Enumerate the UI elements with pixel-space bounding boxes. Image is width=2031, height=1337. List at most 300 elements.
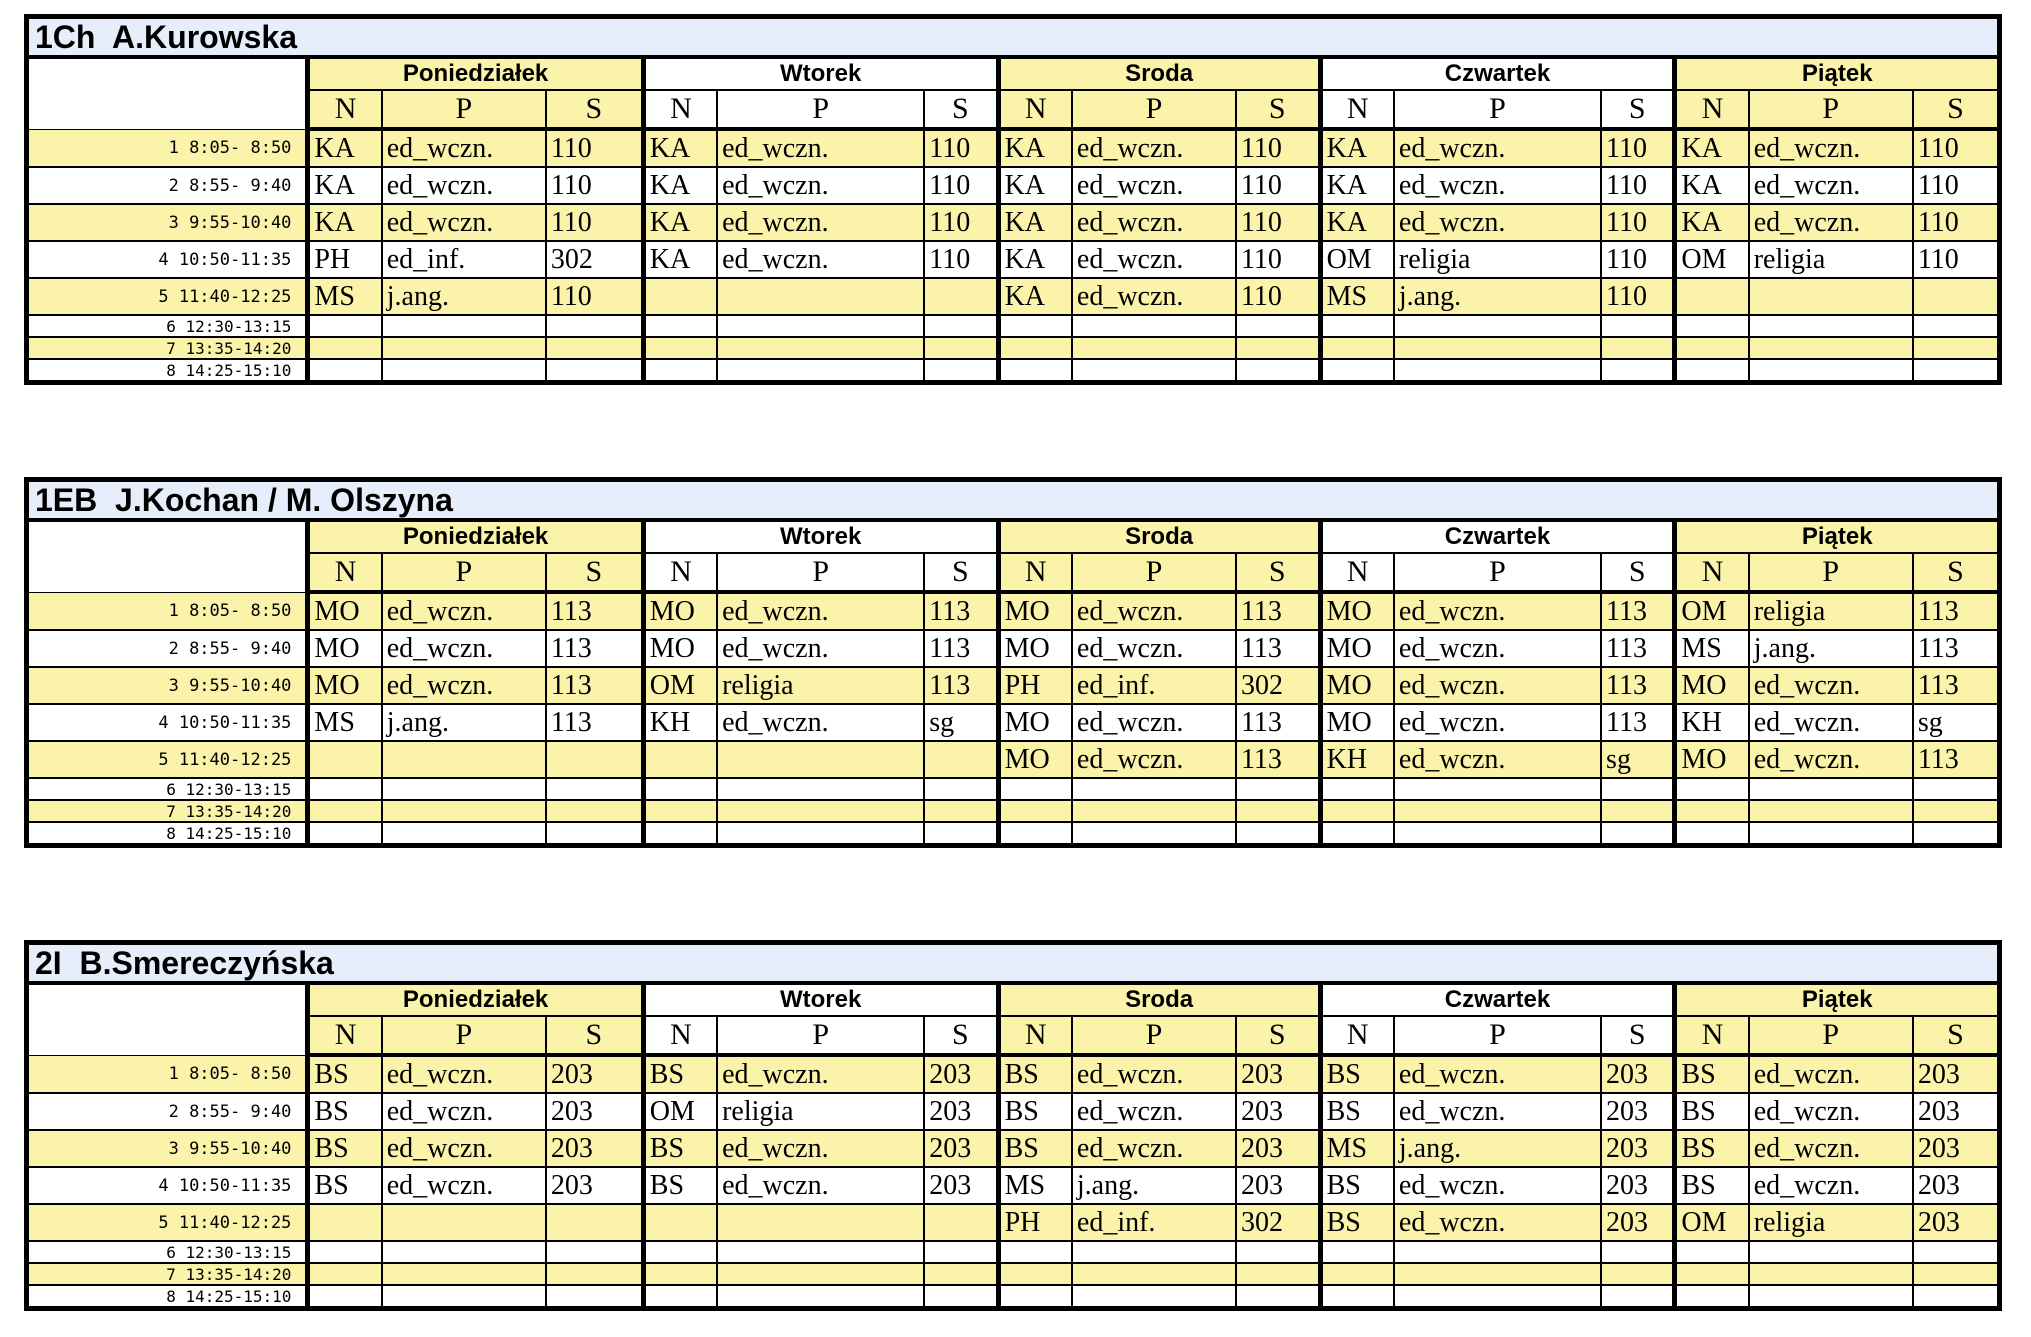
subject-cell: ed_wczn. <box>1394 1055 1601 1093</box>
period-time: 3 9:55-10:40 <box>29 1130 308 1167</box>
teacher-cell <box>308 1204 382 1241</box>
period-row <box>29 1055 1997 1093</box>
subject-cell <box>1394 315 1601 337</box>
class-title: 1Ch A.Kurowska <box>29 19 1997 59</box>
room-cell: 302 <box>1236 667 1320 704</box>
room-cell <box>1236 1263 1320 1285</box>
teacher-cell: OM <box>1675 241 1749 278</box>
room-cell: 203 <box>1913 1130 1997 1167</box>
room-cell: 203 <box>1236 1130 1320 1167</box>
period-time: 1 8:05- 8:50 <box>29 592 308 630</box>
teacher-cell <box>998 1285 1072 1306</box>
subject-cell <box>1072 778 1236 800</box>
room-cell <box>1913 278 1997 315</box>
column-header-s: S <box>1236 553 1320 592</box>
teacher-cell <box>1675 359 1749 380</box>
subject-cell <box>1394 1263 1601 1285</box>
teacher-cell <box>643 1241 717 1263</box>
teacher-cell: BS <box>1675 1093 1749 1130</box>
room-cell: 113 <box>546 704 643 741</box>
period-row <box>29 630 1997 667</box>
column-header-n: N <box>308 90 382 129</box>
teacher-cell: KA <box>998 167 1072 204</box>
room-cell <box>924 359 998 380</box>
teacher-cell: OM <box>1675 1204 1749 1241</box>
period-row <box>29 822 1997 843</box>
teacher-cell <box>1320 315 1394 337</box>
teacher-cell: MS <box>1675 630 1749 667</box>
subject-cell <box>382 337 546 359</box>
subject-cell: ed_wczn. <box>1072 741 1236 778</box>
room-cell <box>1601 359 1675 380</box>
room-cell <box>1601 315 1675 337</box>
column-header-s: S <box>1913 553 1997 592</box>
period-row <box>29 1204 1997 1241</box>
column-header-p: P <box>717 1016 924 1055</box>
subject-cell: religia <box>1394 241 1601 278</box>
room-cell: 113 <box>1913 592 1997 630</box>
room-cell <box>1913 778 1997 800</box>
subject-cell: ed_wczn. <box>1072 1130 1236 1167</box>
subject-cell: ed_wczn. <box>1394 167 1601 204</box>
subject-cell <box>717 359 924 380</box>
timetable-grid <box>29 522 1997 843</box>
room-cell <box>1601 1285 1675 1306</box>
subject-cell <box>1749 778 1913 800</box>
room-cell <box>1913 359 1997 380</box>
teacher-cell: KA <box>1675 129 1749 167</box>
room-cell: 113 <box>924 667 998 704</box>
subject-cell <box>1394 778 1601 800</box>
teacher-cell <box>308 822 382 843</box>
subject-cell <box>1072 1263 1236 1285</box>
period-row <box>29 1263 1997 1285</box>
teacher-cell <box>1675 800 1749 822</box>
room-cell <box>924 800 998 822</box>
subject-cell: religia <box>717 667 924 704</box>
teacher-cell: KA <box>1320 204 1394 241</box>
column-header-s: S <box>924 90 998 129</box>
room-cell: 203 <box>1236 1093 1320 1130</box>
teacher-cell: KA <box>998 241 1072 278</box>
teacher-cell: KA <box>308 204 382 241</box>
header-corner <box>29 59 308 129</box>
teacher-cell <box>643 1263 717 1285</box>
class-timetable <box>24 477 2002 848</box>
room-cell: 110 <box>1601 241 1675 278</box>
teacher-cell: MO <box>1320 704 1394 741</box>
period-row <box>29 278 1997 315</box>
subject-cell <box>382 315 546 337</box>
room-cell: 113 <box>1913 741 1997 778</box>
sub-header-row <box>29 553 1997 592</box>
room-cell <box>924 778 998 800</box>
room-cell: 113 <box>1236 704 1320 741</box>
teacher-cell <box>1320 822 1394 843</box>
column-header-n: N <box>643 553 717 592</box>
teacher-cell <box>1320 1241 1394 1263</box>
day-header-row <box>29 985 1997 1016</box>
subject-cell: ed_wczn. <box>1072 204 1236 241</box>
teacher-cell <box>643 315 717 337</box>
subject-cell: ed_wczn. <box>1749 167 1913 204</box>
day-header: Piątek <box>1675 522 1997 553</box>
room-cell <box>1601 800 1675 822</box>
column-header-p: P <box>1072 90 1236 129</box>
timetable-grid <box>29 985 1997 1306</box>
room-cell: 203 <box>924 1167 998 1204</box>
room-cell <box>1913 1241 1997 1263</box>
room-cell: 203 <box>546 1093 643 1130</box>
subject-cell <box>717 741 924 778</box>
column-header-n: N <box>1675 90 1749 129</box>
column-header-p: P <box>717 90 924 129</box>
column-header-n: N <box>998 553 1072 592</box>
column-header-p: P <box>1394 1016 1601 1055</box>
period-time: 1 8:05- 8:50 <box>29 1055 308 1093</box>
room-cell: 110 <box>1601 167 1675 204</box>
teacher-cell: KH <box>1320 741 1394 778</box>
room-cell: 203 <box>924 1130 998 1167</box>
period-time: 7 13:35-14:20 <box>29 800 308 822</box>
period-row <box>29 1241 1997 1263</box>
teacher-cell: BS <box>1675 1130 1749 1167</box>
teacher-cell <box>1320 337 1394 359</box>
column-header-n: N <box>1675 553 1749 592</box>
teacher-cell: KA <box>998 129 1072 167</box>
teacher-cell <box>643 278 717 315</box>
teacher-cell <box>308 800 382 822</box>
teacher-cell <box>308 778 382 800</box>
teacher-cell: KA <box>643 204 717 241</box>
subject-cell: ed_wczn. <box>382 1055 546 1093</box>
period-time: 5 11:40-12:25 <box>29 741 308 778</box>
subject-cell <box>1072 1285 1236 1306</box>
subject-cell: j.ang. <box>1072 1167 1236 1204</box>
room-cell <box>1236 778 1320 800</box>
room-cell: 203 <box>546 1130 643 1167</box>
teacher-cell: MS <box>1320 1130 1394 1167</box>
subject-cell <box>1072 359 1236 380</box>
teacher-cell: MS <box>998 1167 1072 1204</box>
teacher-cell <box>998 778 1072 800</box>
period-row <box>29 129 1997 167</box>
room-cell: 110 <box>1601 204 1675 241</box>
teacher-cell: BS <box>308 1093 382 1130</box>
subject-cell <box>382 822 546 843</box>
subject-cell: ed_wczn. <box>382 129 546 167</box>
period-row <box>29 704 1997 741</box>
teacher-cell: MS <box>1320 278 1394 315</box>
column-header-p: P <box>1394 553 1601 592</box>
subject-cell: ed_wczn. <box>1072 278 1236 315</box>
period-row <box>29 1130 1997 1167</box>
column-header-s: S <box>1601 1016 1675 1055</box>
subject-cell: ed_wczn. <box>1749 667 1913 704</box>
room-cell <box>546 315 643 337</box>
room-cell <box>546 800 643 822</box>
room-cell: 110 <box>546 129 643 167</box>
teacher-cell: MO <box>1320 630 1394 667</box>
teacher-cell <box>308 1241 382 1263</box>
teacher-cell: PH <box>998 667 1072 704</box>
room-cell: 203 <box>1913 1167 1997 1204</box>
subject-cell <box>1072 337 1236 359</box>
teacher-cell <box>1675 1241 1749 1263</box>
subject-cell: ed_wczn. <box>1394 1204 1601 1241</box>
room-cell: 203 <box>1913 1055 1997 1093</box>
room-cell: 203 <box>1601 1167 1675 1204</box>
subject-cell: ed_wczn. <box>717 630 924 667</box>
room-cell: 113 <box>1236 741 1320 778</box>
teacher-cell: KA <box>643 167 717 204</box>
teacher-cell: BS <box>1320 1055 1394 1093</box>
teacher-cell: KA <box>643 241 717 278</box>
subject-cell <box>1072 822 1236 843</box>
teacher-cell: BS <box>308 1167 382 1204</box>
teacher-cell: MO <box>998 592 1072 630</box>
teacher-cell <box>643 1285 717 1306</box>
subject-cell <box>717 800 924 822</box>
period-time: 2 8:55- 9:40 <box>29 630 308 667</box>
teacher-cell: BS <box>643 1055 717 1093</box>
teacher-cell: BS <box>643 1130 717 1167</box>
room-cell <box>1913 1263 1997 1285</box>
room-cell <box>1913 822 1997 843</box>
period-row <box>29 778 1997 800</box>
teacher-cell: MO <box>998 704 1072 741</box>
teacher-cell: MO <box>643 592 717 630</box>
room-cell: sg <box>1601 741 1675 778</box>
subject-cell <box>382 359 546 380</box>
sub-header-row <box>29 90 1997 129</box>
subject-cell: ed_wczn. <box>382 592 546 630</box>
day-header: Wtorek <box>643 522 998 553</box>
room-cell: 110 <box>1601 278 1675 315</box>
teacher-cell <box>1675 278 1749 315</box>
room-cell <box>1236 337 1320 359</box>
room-cell: 203 <box>546 1167 643 1204</box>
subject-cell: ed_wczn. <box>1394 592 1601 630</box>
period-time: 8 14:25-15:10 <box>29 359 308 380</box>
room-cell: 110 <box>1913 129 1997 167</box>
period-row <box>29 800 1997 822</box>
room-cell <box>1601 337 1675 359</box>
day-header: Poniedziałek <box>308 985 643 1016</box>
teacher-cell <box>1320 359 1394 380</box>
subject-cell: ed_wczn. <box>1072 1055 1236 1093</box>
period-time: 6 12:30-13:15 <box>29 1241 308 1263</box>
column-header-s: S <box>546 553 643 592</box>
period-row <box>29 204 1997 241</box>
period-time: 4 10:50-11:35 <box>29 704 308 741</box>
teacher-cell <box>1320 800 1394 822</box>
period-time: 6 12:30-13:15 <box>29 778 308 800</box>
room-cell <box>924 822 998 843</box>
period-row <box>29 741 1997 778</box>
subject-cell <box>1749 359 1913 380</box>
day-header: Czwartek <box>1320 985 1675 1016</box>
teacher-cell: MO <box>1320 592 1394 630</box>
room-cell <box>546 1241 643 1263</box>
day-header: Sroda <box>998 522 1320 553</box>
subject-cell: ed_wczn. <box>1749 204 1913 241</box>
subject-cell: ed_wczn. <box>382 630 546 667</box>
subject-cell: j.ang. <box>1394 278 1601 315</box>
teacher-cell <box>308 337 382 359</box>
column-header-p: P <box>1072 553 1236 592</box>
subject-cell <box>717 337 924 359</box>
room-cell: 113 <box>1601 592 1675 630</box>
teacher-cell: MO <box>308 630 382 667</box>
subject-cell <box>1749 1263 1913 1285</box>
subject-cell: ed_wczn. <box>717 1130 924 1167</box>
subject-cell <box>382 778 546 800</box>
teacher-cell: BS <box>1320 1093 1394 1130</box>
room-cell: 113 <box>924 630 998 667</box>
teacher-cell: KH <box>643 704 717 741</box>
subject-cell: ed_wczn. <box>1749 1130 1913 1167</box>
room-cell: 110 <box>546 204 643 241</box>
teacher-cell <box>1320 778 1394 800</box>
column-header-s: S <box>1236 90 1320 129</box>
subject-cell: ed_wczn. <box>382 667 546 704</box>
room-cell: 302 <box>1236 1204 1320 1241</box>
period-row <box>29 1093 1997 1130</box>
subject-cell <box>1394 822 1601 843</box>
subject-cell <box>382 800 546 822</box>
room-cell: 113 <box>546 630 643 667</box>
period-time: 6 12:30-13:15 <box>29 315 308 337</box>
period-time: 3 9:55-10:40 <box>29 204 308 241</box>
subject-cell <box>382 1204 546 1241</box>
subject-cell: religia <box>1749 241 1913 278</box>
room-cell <box>1913 1285 1997 1306</box>
teacher-cell: MO <box>998 630 1072 667</box>
room-cell <box>924 1241 998 1263</box>
teacher-cell: BS <box>998 1055 1072 1093</box>
column-header-p: P <box>1072 1016 1236 1055</box>
teacher-cell <box>998 800 1072 822</box>
subject-cell <box>1749 337 1913 359</box>
room-cell <box>1601 1263 1675 1285</box>
subject-cell <box>1749 315 1913 337</box>
day-header: Sroda <box>998 59 1320 90</box>
room-cell <box>924 315 998 337</box>
column-header-p: P <box>382 90 546 129</box>
room-cell <box>1236 359 1320 380</box>
teacher-cell: KH <box>1675 704 1749 741</box>
subject-cell: ed_wczn. <box>382 1093 546 1130</box>
teacher-cell: BS <box>308 1055 382 1093</box>
column-header-p: P <box>1394 90 1601 129</box>
subject-cell: ed_inf. <box>1072 667 1236 704</box>
subject-cell <box>1394 1285 1601 1306</box>
subject-cell <box>1749 822 1913 843</box>
subject-cell <box>1749 1285 1913 1306</box>
subject-cell <box>717 1285 924 1306</box>
period-row <box>29 667 1997 704</box>
teacher-cell: MO <box>1675 667 1749 704</box>
day-header: Wtorek <box>643 59 998 90</box>
column-header-s: S <box>924 1016 998 1055</box>
teacher-cell <box>308 315 382 337</box>
subject-cell: ed_wczn. <box>717 1167 924 1204</box>
column-header-s: S <box>924 553 998 592</box>
subject-cell: ed_wczn. <box>717 704 924 741</box>
column-header-p: P <box>1749 1016 1913 1055</box>
subject-cell: ed_wczn. <box>1394 1167 1601 1204</box>
subject-cell <box>717 822 924 843</box>
room-cell: 113 <box>1236 630 1320 667</box>
day-header: Czwartek <box>1320 522 1675 553</box>
room-cell <box>1236 800 1320 822</box>
column-header-s: S <box>1236 1016 1320 1055</box>
teacher-cell <box>643 822 717 843</box>
room-cell: 113 <box>1236 592 1320 630</box>
period-row <box>29 359 1997 380</box>
teacher-cell <box>1320 1285 1394 1306</box>
day-header: Piątek <box>1675 985 1997 1016</box>
column-header-n: N <box>1320 553 1394 592</box>
column-header-s: S <box>1913 1016 1997 1055</box>
subject-cell <box>1394 1241 1601 1263</box>
teacher-cell: PH <box>308 241 382 278</box>
subject-cell <box>1072 315 1236 337</box>
room-cell: 203 <box>546 1055 643 1093</box>
subject-cell: ed_wczn. <box>1072 630 1236 667</box>
column-header-n: N <box>1675 1016 1749 1055</box>
teacher-cell: OM <box>643 1093 717 1130</box>
column-header-p: P <box>1749 90 1913 129</box>
column-header-s: S <box>1601 553 1675 592</box>
class-timetable <box>24 940 2002 1311</box>
period-time: 4 10:50-11:35 <box>29 1167 308 1204</box>
subject-cell <box>1749 278 1913 315</box>
room-cell: 113 <box>546 667 643 704</box>
header-corner <box>29 522 308 592</box>
subject-cell <box>1394 800 1601 822</box>
room-cell: 110 <box>924 204 998 241</box>
subject-cell: ed_wczn. <box>1394 704 1601 741</box>
subject-cell: ed_wczn. <box>1072 129 1236 167</box>
room-cell: 203 <box>1601 1204 1675 1241</box>
subject-cell: ed_wczn. <box>717 129 924 167</box>
period-time: 8 14:25-15:10 <box>29 1285 308 1306</box>
room-cell: 203 <box>1236 1055 1320 1093</box>
teacher-cell <box>998 337 1072 359</box>
room-cell <box>1601 1241 1675 1263</box>
day-header-row <box>29 522 1997 553</box>
room-cell <box>1913 800 1997 822</box>
room-cell: 113 <box>1601 630 1675 667</box>
subject-cell: ed_wczn. <box>1072 592 1236 630</box>
teacher-cell: BS <box>1675 1167 1749 1204</box>
room-cell <box>546 1285 643 1306</box>
column-header-n: N <box>643 90 717 129</box>
column-header-n: N <box>1320 90 1394 129</box>
teacher-cell: MO <box>1675 741 1749 778</box>
period-time: 2 8:55- 9:40 <box>29 1093 308 1130</box>
room-cell: 110 <box>924 129 998 167</box>
subject-cell: ed_wczn. <box>1749 741 1913 778</box>
sub-header-row <box>29 1016 1997 1055</box>
column-header-s: S <box>546 1016 643 1055</box>
room-cell <box>546 778 643 800</box>
room-cell <box>924 1263 998 1285</box>
period-time: 8 14:25-15:10 <box>29 822 308 843</box>
room-cell <box>1601 778 1675 800</box>
